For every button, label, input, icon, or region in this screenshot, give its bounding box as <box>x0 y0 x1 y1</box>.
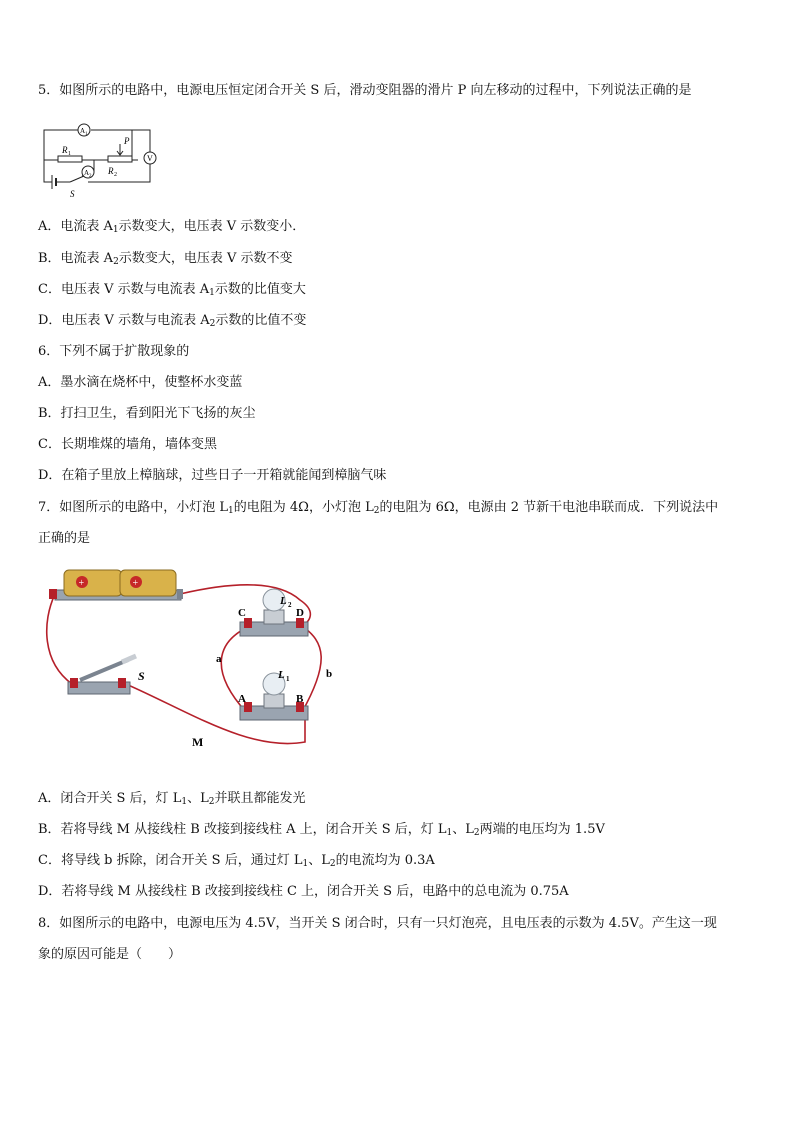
q6-option-b: B．打扫卫生，看到阳光下飞扬的灰尘 <box>38 406 256 421</box>
switch-s <box>68 656 136 694</box>
wire-m-label: M <box>192 735 204 749</box>
q7-option-d: D．若将导线 M 从接线柱 B 改接到接线柱 C 上，闭合开关 S 后，电路中的总电流为 0.75A <box>38 884 569 899</box>
q5-v-label: V <box>147 154 153 163</box>
q7-option-b: B．若将导线 M 从接线柱 B 改接到接线柱 A 上，闭合开关 S 后，灯 $L_1$、$L_2$两端的电压均为 1.5V <box>38 822 605 838</box>
q6-option-a: A．墨水滴在烧杯中，使整杯水变蓝 <box>38 375 243 390</box>
terminal-b: B <box>296 693 304 705</box>
wire-a-label: a <box>216 653 222 665</box>
battery-holder <box>49 570 183 600</box>
q5-option-d: D．电压表 V 示数与电流表 $A_2$示数的比值不变 <box>38 313 307 329</box>
label-l1-sub: 1 <box>286 675 290 683</box>
q6-option-d: D．在箱子里放上樟脑球，过些日子一开箱就能闻到樟脑气味 <box>38 468 387 483</box>
switch-s-label: S <box>138 669 145 683</box>
q8-stem: 8．如图所示的电路中，电源电压为 4.5V，当开关 S 闭合时，只有一只灯泡亮，且电压表的示数为 4.5V。产生这一现 <box>38 916 717 931</box>
battery-plus-1: + <box>78 578 85 589</box>
terminal-d: D <box>296 607 304 619</box>
q5-option-b: B．电流表 $A_2$示数变大，电压表 V 示数不变 <box>38 251 293 267</box>
q5-option-c: C．电压表 V 示数与电流表 $A_1$示数的比值变大 <box>38 282 306 298</box>
wire-b-label: b <box>326 668 333 680</box>
q5-s-label: S <box>70 189 75 199</box>
q5-p-label: P <box>124 136 130 146</box>
q5-r2-label: R <box>108 166 114 176</box>
label-l2-sub: 2 <box>288 601 292 609</box>
q5-stem: 5．如图所示的电路中，电源电压恒定闭合开关 S 后，滑动变阻器的滑片 P 向左移动的过程中，下列说法正确的是 <box>38 83 692 98</box>
label-l1: L <box>278 669 285 681</box>
q5-r1-label: R <box>62 145 68 155</box>
q7-stem-cont: 正确的是 <box>38 531 91 546</box>
label-l2: L <box>280 595 287 607</box>
q5-a1-label: A <box>80 127 86 135</box>
q5-option-a: A．电流表 $A_1$示数变大，电压表 V 示数变小． <box>38 219 306 235</box>
q5-circuit-diagram <box>38 120 158 200</box>
q7-stem: 7．如图所示的电路中，小灯泡 $L_1$的电阻为 4Ω，小灯泡 $L_2$的电阻为 6Ω，电源由 2 节新干电池串联而成．下列说法中 <box>38 500 719 516</box>
q6-stem: 6．下列不属于扩散现象的 <box>38 344 190 359</box>
q5-a2-sub: 2 <box>89 174 92 179</box>
q7-circuit-photo <box>40 562 340 762</box>
q7-option-c: C．将导线 b 拆除，闭合开关 S 后，通过灯 $L_1$、$L_2$的电流均为 0.3A <box>38 853 435 869</box>
q7-option-a: A．闭合开关 S 后，灯 $L_1$、$L_2$并联且都能发光 <box>38 791 306 807</box>
q5-r1-sub: 1 <box>68 151 71 157</box>
q5-a1-sub: 1 <box>85 132 88 137</box>
q5-r2-sub: 2 <box>114 172 117 178</box>
battery-plus-2: + <box>132 578 139 589</box>
q5-a2-label: A <box>84 169 90 177</box>
q6-option-c: C．长期堆煤的墙角，墙体变黑 <box>38 437 217 452</box>
terminal-a: A <box>238 693 246 705</box>
q8-stem-cont: 象的原因可能是（ ） <box>38 947 182 962</box>
terminal-c: C <box>238 607 246 619</box>
